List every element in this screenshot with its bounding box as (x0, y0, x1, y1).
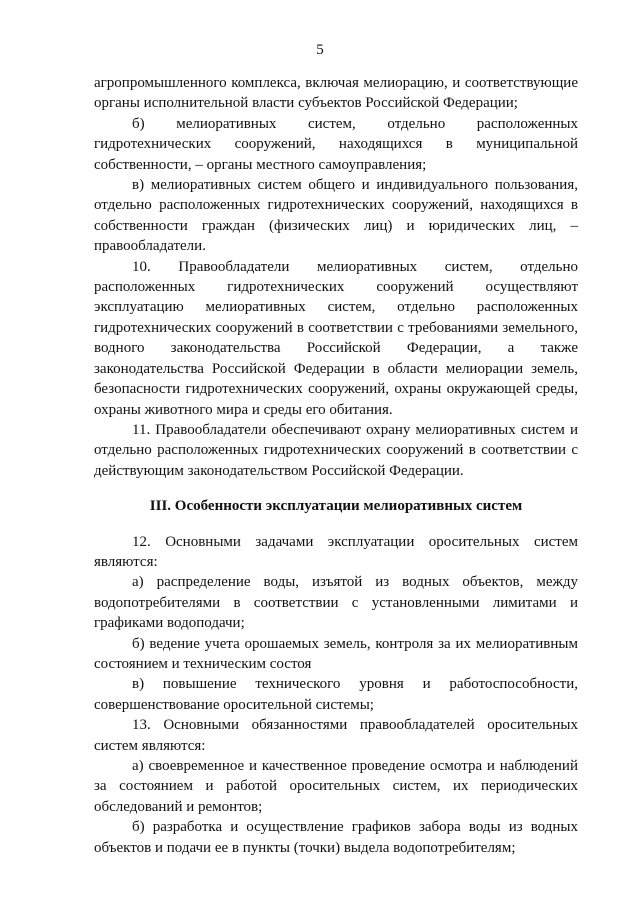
paragraph-item-b: б) мелиоративных систем, отдельно расположенных гидротехнических сооружений, находящихся в муниципальной собственности, – органы местного самоуправления; (94, 115, 578, 173)
paragraph-12-b: б) ведение учета орошаемых земель, контроля за их мелиоративным состоянием и техническим состоя (94, 635, 578, 672)
paragraph-13: 13. Основными обязанностями правообладателей оросительных систем являются: (94, 717, 578, 754)
document-body (94, 73, 578, 858)
paragraph-continuation: агропромышленного комплекса, включая мелиорацию, и соответствующие органы исполнительной власти субъектов Российской Федерации; (94, 75, 578, 112)
paragraph-10: 10. Правообладатели мелиоративных систем, отдельно расположенных гидротехнических сооружений осуществляют эксплуатацию мелиоративных систем, отдельно расположенных гидротехнических сооружений в соответствии с требованиями земельного, водного законодательства Российской Федерации, а также законодательства Российской Федерации в области мелиорации земель, безопасности гидротехнических сооружений, охраны окружающей среды, охраны животного мира и среды его обитания. (94, 258, 578, 418)
page-number: 5 (316, 42, 324, 58)
paragraph-12-a: а) распределение воды, изъятой из водных объектов, между водопотребителями в соответствии с установленными лимитами и графиками водоподачи; (94, 574, 578, 632)
section-heading: III. Особенности эксплуатации мелиоративных систем (149, 498, 523, 515)
paragraph-13-a: а) своевременное и качественное проведение осмотра и наблюдений за состоянием и работой оросительных систем, их периодических обследований и ремонтов; (94, 758, 578, 815)
paragraph-13-b: б) разработка и осуществление графиков забора воды из водных объектов и подачи ее в пункты (точки) выдела водопотребителям; (94, 819, 578, 856)
paragraph-12: 12. Основными задачами эксплуатации оросительных систем являются: (94, 533, 578, 570)
paragraph-item-v: в) мелиоративных систем общего и индивидуального пользования, отдельно расположенных гидротехнических сооружений, находящихся в собственности граждан (физических лиц) и юридических лиц, – правообладатели. (94, 177, 578, 255)
paragraph-11: 11. Правообладатели обеспечивают охрану мелиоративных систем и отдельно расположенных гидротехнических сооружений в соответствии с действующим законодательством Российской Федерации. (94, 421, 578, 479)
paragraph-12-v: в) повышение технического уровня и работоспособности, совершенствование оросительной системы; (94, 676, 578, 713)
